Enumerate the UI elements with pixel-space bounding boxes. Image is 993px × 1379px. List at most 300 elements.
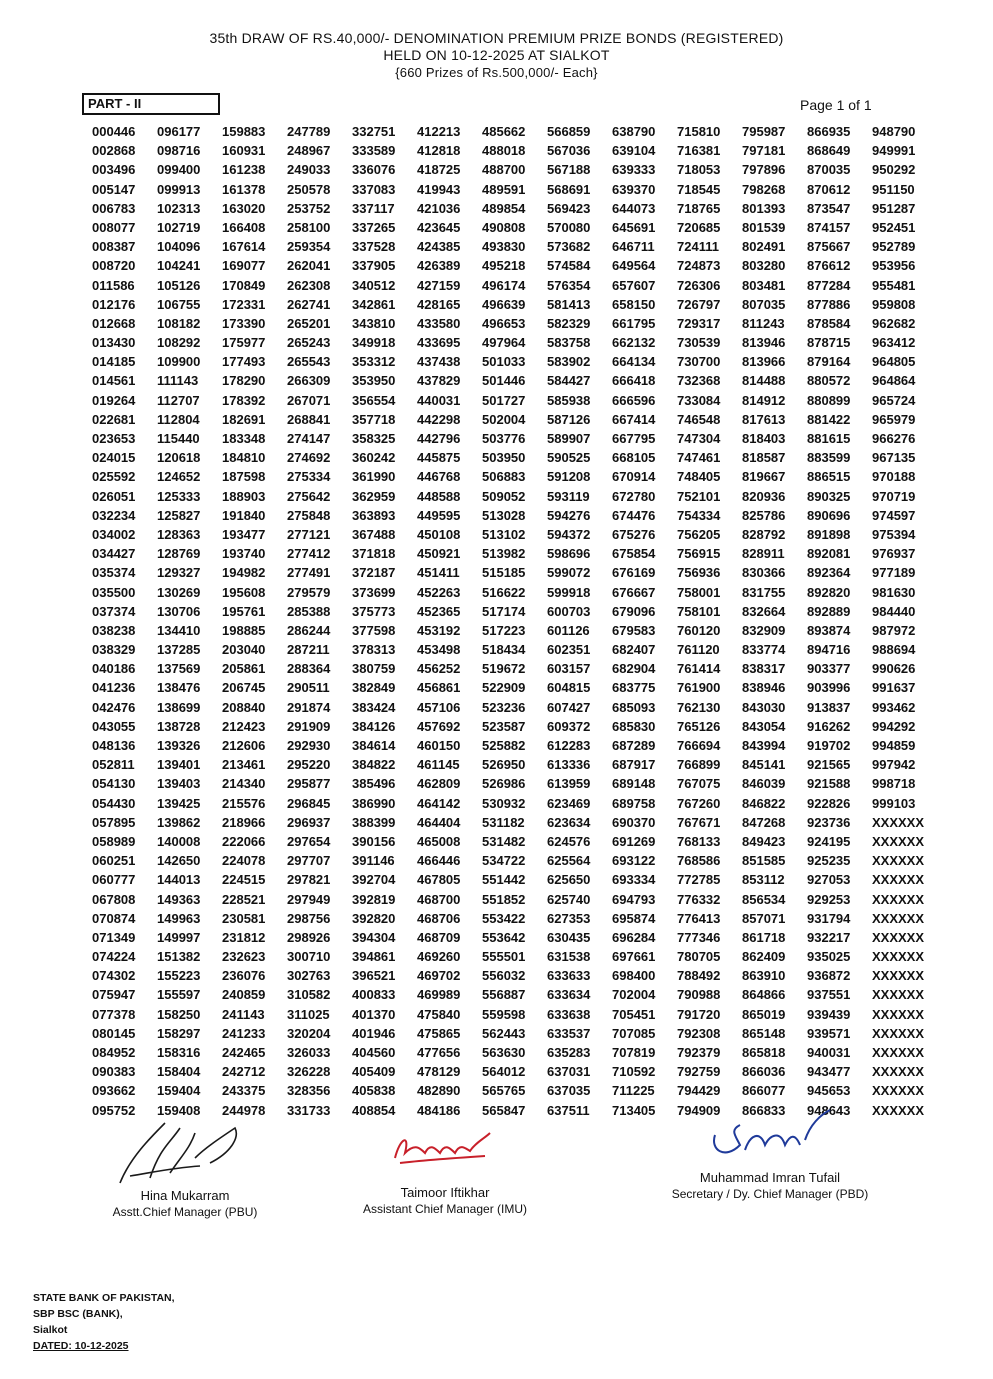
prize-number-cell: 831755 xyxy=(742,584,786,600)
prize-number-cell: 672780 xyxy=(612,488,656,504)
prize-number-cell: 394861 xyxy=(352,949,396,965)
prize-number-cell: 724873 xyxy=(677,258,721,274)
prize-number-cell: 034427 xyxy=(92,546,136,562)
prize-number-cell: 139425 xyxy=(157,795,201,811)
prize-number-cell: 624576 xyxy=(547,833,591,849)
prize-number-cell: 296845 xyxy=(287,795,331,811)
prize-number-cell: 286244 xyxy=(287,622,331,638)
prize-number-cell: 707085 xyxy=(612,1025,656,1041)
prize-number-cell: 298756 xyxy=(287,910,331,926)
prize-number-cell: XXXXXX xyxy=(872,814,925,830)
prize-number-cell: 268841 xyxy=(287,411,331,427)
prize-number-cell: 993462 xyxy=(872,699,916,715)
prize-number-cell: 464404 xyxy=(417,814,461,830)
prize-number-cell: 864866 xyxy=(742,987,786,1003)
prize-number-cell: 952789 xyxy=(872,239,916,255)
prize-number-cell: 792379 xyxy=(677,1045,721,1060)
prize-number-cell: 037374 xyxy=(92,603,136,619)
prize-number-cell: 478129 xyxy=(417,1064,461,1080)
prize-number-cell: 758101 xyxy=(677,603,721,619)
prize-number-cell: 845141 xyxy=(742,757,786,773)
prize-number-cell: 530932 xyxy=(482,795,526,811)
prize-number-cell: 881615 xyxy=(807,431,851,446)
prize-number-cell: 623634 xyxy=(547,814,591,830)
prize-number-cell: 008387 xyxy=(92,239,136,255)
prize-number-cell: 567188 xyxy=(547,162,591,178)
prize-number-cell: 337905 xyxy=(352,258,396,274)
prize-number-cell: 442796 xyxy=(417,431,461,446)
prize-number-cell: 385496 xyxy=(352,776,396,792)
prize-number-cell: 830366 xyxy=(742,565,786,581)
prize-number-cell: 598696 xyxy=(547,546,591,562)
prize-number-cell: 551852 xyxy=(482,891,526,907)
prize-number-cell: 457692 xyxy=(417,718,461,734)
prize-number-cell: 401370 xyxy=(352,1006,396,1022)
prize-number-cell: 213461 xyxy=(222,757,266,773)
prize-number-cell: 955481 xyxy=(872,277,916,293)
prize-number-cell: 645691 xyxy=(612,219,656,235)
prize-number-cell: 987972 xyxy=(872,622,916,638)
prize-number-cell: 437438 xyxy=(417,354,461,370)
prize-number-cell: 658150 xyxy=(612,296,656,312)
prize-number-cell: 892889 xyxy=(807,603,851,619)
prize-number-cell: XXXXXX xyxy=(872,1064,925,1080)
prize-number-cell: 130706 xyxy=(157,603,201,619)
prize-number-cell: 128363 xyxy=(157,526,201,542)
prize-number-cell: 468709 xyxy=(417,929,461,945)
prize-number-cell: 568691 xyxy=(547,181,591,197)
prize-number-cell: 556032 xyxy=(482,968,526,984)
prize-number-cell: 124652 xyxy=(157,469,201,485)
prize-number-cell: 857071 xyxy=(742,910,786,926)
prize-number-cell: 011586 xyxy=(92,277,135,293)
prize-number-cell: 349918 xyxy=(352,335,396,351)
prize-number-cell: 877284 xyxy=(807,277,851,293)
prize-number-cell: 412213 xyxy=(417,124,461,139)
prize-number-cell: 390156 xyxy=(352,833,396,849)
prize-number-cell: 866036 xyxy=(742,1064,786,1080)
prize-number-cell: 997942 xyxy=(872,757,916,773)
prize-number-cell: 675276 xyxy=(612,526,656,542)
prize-number-cell: XXXXXX xyxy=(872,1083,925,1099)
prize-number-cell: 949991 xyxy=(872,143,916,159)
prize-number-cell: 977189 xyxy=(872,565,916,581)
prize-number-cell: 513028 xyxy=(482,507,526,523)
prize-number-cell: 766694 xyxy=(677,738,721,753)
prize-number-cell: 843054 xyxy=(742,718,786,734)
prize-number-cell: 058989 xyxy=(92,833,136,849)
prize-number-cell: 241143 xyxy=(222,1006,265,1022)
prize-number-cell: 916262 xyxy=(807,718,851,734)
prize-number-cell: 879164 xyxy=(807,354,851,370)
prize-number-cell: 095752 xyxy=(92,1102,136,1118)
prize-number-cell: 080145 xyxy=(92,1025,136,1041)
prize-number-cell: 440031 xyxy=(417,392,461,408)
prize-number-cell: 343810 xyxy=(352,315,396,331)
prize-number-cell: 627353 xyxy=(547,910,591,926)
prize-number-cell: 485662 xyxy=(482,124,526,139)
prize-number-cell: 161378 xyxy=(222,181,266,197)
prize-number-cell: 556887 xyxy=(482,987,526,1003)
prize-number-cell: 962682 xyxy=(872,315,916,331)
prize-number-cell: 070874 xyxy=(92,910,136,926)
prize-number-cell: 412818 xyxy=(417,143,461,159)
prize-number-cell: 023653 xyxy=(92,431,136,446)
prize-number-cell: 096177 xyxy=(157,124,201,139)
prize-number-cell: 137569 xyxy=(157,661,201,677)
prize-number-cell: 807035 xyxy=(742,296,786,312)
signature-block-2 xyxy=(345,1118,545,1217)
prize-number-cell: 748405 xyxy=(677,469,721,485)
prize-number-cell: 054430 xyxy=(92,795,136,811)
prize-number-cell: 562443 xyxy=(482,1025,526,1041)
prize-number-cell: XXXXXX xyxy=(872,1025,925,1041)
prize-number-cell: 206745 xyxy=(222,680,266,696)
prize-number-cell: 400833 xyxy=(352,987,396,1003)
prize-number-cell: 042476 xyxy=(92,699,136,715)
prize-number-cell: 025592 xyxy=(92,469,136,485)
prize-number-cell: 975394 xyxy=(872,526,916,542)
prize-number-cell: 924195 xyxy=(807,833,851,849)
footer-dated: DATED: 10-12-2025 xyxy=(33,1340,129,1352)
prize-number-cell: 880899 xyxy=(807,392,851,408)
prize-number-cell: 937551 xyxy=(807,987,851,1003)
prize-number-cell: 999103 xyxy=(872,795,916,811)
prize-number-cell: 457106 xyxy=(417,699,461,715)
prize-number-cell: 630435 xyxy=(547,929,591,945)
prize-number-cell: 328356 xyxy=(287,1083,331,1099)
prize-number-cell: 988694 xyxy=(872,642,916,658)
prize-number-cell: 386990 xyxy=(352,795,396,811)
prize-number-cell: 291909 xyxy=(287,718,331,734)
prize-number-cell: 819667 xyxy=(742,469,786,485)
prize-number-cell: 456252 xyxy=(417,661,461,677)
prize-number-cell: 976937 xyxy=(872,546,916,562)
prize-number-cell: 768133 xyxy=(677,833,721,849)
prize-number-cell: 943477 xyxy=(807,1064,851,1080)
prize-number-cell: 951287 xyxy=(872,200,916,216)
prize-number-cell: 182691 xyxy=(222,411,266,427)
header-prizes: {660 Prizes of Rs.500,000/- Each} xyxy=(395,65,598,80)
prize-number-cell: 794909 xyxy=(677,1102,721,1118)
prize-number-cell: 939439 xyxy=(807,1006,851,1022)
prize-number-cell: 772785 xyxy=(677,872,721,888)
prize-number-cell: 685830 xyxy=(612,718,656,734)
prize-number-cell: 981630 xyxy=(872,584,916,600)
prize-number-cell: 105126 xyxy=(157,277,201,293)
prize-number-cell: 442298 xyxy=(417,411,461,427)
prize-number-cell: 833774 xyxy=(742,642,786,658)
prize-number-cell: 392704 xyxy=(352,872,396,888)
prize-number-cell: 936872 xyxy=(807,968,851,984)
prize-number-cell: 084952 xyxy=(92,1045,136,1060)
prize-number-cell: 035500 xyxy=(92,584,136,600)
prize-number-cell: 843030 xyxy=(742,699,786,715)
prize-number-cell: 496174 xyxy=(482,277,526,293)
prize-number-cell: 726306 xyxy=(677,277,721,293)
prize-number-cell: 248967 xyxy=(287,143,331,159)
prize-number-cell: 120618 xyxy=(157,450,201,466)
prize-number-cell: 377598 xyxy=(352,622,396,638)
prize-number-cell: 342861 xyxy=(352,296,396,312)
prize-number-cell: 134410 xyxy=(157,622,201,638)
prize-number-cell: 676667 xyxy=(612,584,656,600)
header-title: 35th DRAW OF RS.40,000/- DENOMINATION PREMIUM PRIZE BONDS (REGISTERED) xyxy=(209,30,784,46)
prize-number-cell: 391146 xyxy=(352,853,395,869)
prize-number-cell: XXXXXX xyxy=(872,833,925,849)
prize-number-cell: 594372 xyxy=(547,526,591,542)
prize-number-cell: 600703 xyxy=(547,603,591,619)
prize-number-cell: 792759 xyxy=(677,1064,721,1080)
prize-number-cell: 139403 xyxy=(157,776,201,792)
prize-number-cell: 175977 xyxy=(222,335,266,351)
prize-number-cell: 424385 xyxy=(417,239,461,255)
prize-number-cell: 244978 xyxy=(222,1102,266,1118)
prize-number-cell: 111143 xyxy=(157,373,199,389)
prize-number-cell: 215576 xyxy=(222,795,266,811)
prize-number-cell: 241233 xyxy=(222,1025,266,1041)
prize-number-cell: 501727 xyxy=(482,392,526,408)
prize-number-cell: 513102 xyxy=(482,526,526,542)
prize-number-cell: 392820 xyxy=(352,910,396,926)
prize-number-cell: 637031 xyxy=(547,1064,591,1080)
prize-number-cell: 984440 xyxy=(872,603,916,619)
prize-number-cell: 139326 xyxy=(157,738,201,753)
prize-number-cell: 195761 xyxy=(222,603,266,619)
prize-number-cell: 761900 xyxy=(677,680,721,696)
prize-number-cell: 633634 xyxy=(547,987,591,1003)
prize-number-cell: 851585 xyxy=(742,853,786,869)
prize-number-cell: 242465 xyxy=(222,1045,266,1060)
signatory-title-1: Asstt.Chief Manager (PBU) xyxy=(112,1205,258,1219)
prize-number-cell: 613959 xyxy=(547,776,591,792)
prize-number-cell: 525882 xyxy=(482,738,526,753)
prize-number-cell: 797181 xyxy=(742,143,786,159)
prize-number-cell: 945653 xyxy=(807,1083,851,1099)
prize-number-cell: 277491 xyxy=(287,565,331,581)
prize-number-cell: 875667 xyxy=(807,239,851,255)
prize-number-cell: 356554 xyxy=(352,392,396,408)
prize-number-cell: 534722 xyxy=(482,853,526,869)
prize-number-cell: 297821 xyxy=(287,872,331,888)
prize-number-cell: 565765 xyxy=(482,1083,526,1099)
prize-number-cell: 891898 xyxy=(807,526,851,542)
prize-number-cell: 445875 xyxy=(417,450,461,466)
prize-number-cell: 129327 xyxy=(157,565,201,581)
prize-number-cell: 767671 xyxy=(677,814,721,830)
handwritten-signature-2 xyxy=(375,1118,515,1173)
prize-number-cell: 953956 xyxy=(872,258,916,274)
prize-number-cell: 687289 xyxy=(612,738,656,753)
prize-number-cell: 583902 xyxy=(547,354,591,370)
prize-number-cell: 903996 xyxy=(807,680,851,696)
prize-number-cell: 874157 xyxy=(807,219,851,235)
prize-number-cell: 563630 xyxy=(482,1045,526,1060)
prize-number-cell: 581413 xyxy=(547,296,591,312)
prize-number-cell: 008720 xyxy=(92,258,136,274)
prize-number-cell: 729317 xyxy=(677,315,721,331)
prize-number-cell: 326228 xyxy=(287,1064,331,1080)
prize-number-cell: 893874 xyxy=(807,622,851,638)
prize-number-cell: 222066 xyxy=(222,833,266,849)
prize-number-cell: 832909 xyxy=(742,622,786,638)
prize-number-cell: 208840 xyxy=(222,699,266,715)
prize-number-cell: 919702 xyxy=(807,738,851,753)
prize-number-cell: 506883 xyxy=(482,469,526,485)
prize-number-cell: 373699 xyxy=(352,584,396,600)
prize-number-cell: 631538 xyxy=(547,949,591,965)
prize-number-cell: 965979 xyxy=(872,411,916,427)
prize-number-cell: 863910 xyxy=(742,968,786,984)
prize-number-cell: XXXXXX xyxy=(872,929,925,945)
prize-number-cell: 711225 xyxy=(612,1083,655,1099)
handwritten-signature-1 xyxy=(110,1118,260,1188)
prize-number-cell: 646711 xyxy=(612,239,655,255)
signature-block-3 xyxy=(655,1105,885,1202)
prize-number-cell: 203040 xyxy=(222,642,266,658)
prize-number-cell: 705451 xyxy=(612,1006,656,1022)
prize-number-cell: 990626 xyxy=(872,661,916,677)
prize-number-cell: 523236 xyxy=(482,699,526,715)
prize-number-cell: 137285 xyxy=(157,642,201,658)
prize-number-cell: 724111 xyxy=(677,239,719,255)
prize-number-cell: 866935 xyxy=(807,124,851,139)
signatory-name-1: Hina Mukarram xyxy=(140,1188,230,1203)
prize-number-cell: 008077 xyxy=(92,219,136,235)
prize-number-cell: 302763 xyxy=(287,968,331,984)
prize-number-cell: 765126 xyxy=(677,718,721,734)
prize-number-cell: 195608 xyxy=(222,584,266,600)
prize-number-cell: 421036 xyxy=(417,200,461,216)
prize-number-cell: 005147 xyxy=(92,181,136,197)
prize-number-cell: 000446 xyxy=(92,124,136,139)
prize-number-cell: 501033 xyxy=(482,354,526,370)
prize-number-cell: 625740 xyxy=(547,891,591,907)
prize-number-cell: 138699 xyxy=(157,699,201,715)
prize-number-cell: 090383 xyxy=(92,1064,136,1080)
prize-number-cell: 392819 xyxy=(352,891,396,907)
prize-number-cell: 212606 xyxy=(222,738,266,753)
prize-number-cell: XXXXXX xyxy=(872,853,925,869)
prize-number-cell: 452365 xyxy=(417,603,461,619)
prize-number-cell: 838946 xyxy=(742,680,786,696)
prize-number-cell: 746548 xyxy=(677,411,721,427)
prize-number-cell: 266309 xyxy=(287,373,331,389)
prize-number-cell: 965724 xyxy=(872,392,916,408)
prize-number-cell: 104241 xyxy=(157,258,201,274)
prize-number-cell: 139862 xyxy=(157,814,201,830)
prize-number-cell: 265243 xyxy=(287,335,331,351)
prize-number-cell: 075947 xyxy=(92,987,136,1003)
signatory-title-3: Secretary / Dy. Chief Manager (PBD) xyxy=(671,1187,869,1201)
prize-number-cell: 564012 xyxy=(482,1064,526,1080)
prize-number-cell: 034002 xyxy=(92,526,136,542)
signature-block-1 xyxy=(80,1118,290,1220)
prize-number-cell: 801393 xyxy=(742,200,786,216)
prize-number-cell: 453192 xyxy=(417,622,461,638)
prize-number-cell: 726797 xyxy=(677,296,721,312)
prize-number-cell: 139401 xyxy=(157,757,201,773)
prize-number-cell: 667414 xyxy=(612,411,656,427)
prize-number-cell: 890325 xyxy=(807,488,851,504)
prize-number-cell: 959808 xyxy=(872,296,916,312)
prize-number-cell: 866077 xyxy=(742,1083,786,1099)
prize-number-cell: 794429 xyxy=(677,1083,721,1099)
prize-number-cell: 813946 xyxy=(742,335,786,351)
prize-number-cell: 509052 xyxy=(482,488,526,504)
prize-number-cell: 531182 xyxy=(482,814,525,830)
prize-number-cell: 158316 xyxy=(157,1045,201,1060)
prize-number-cell: 161238 xyxy=(222,162,266,178)
prize-number-cell: XXXXXX xyxy=(872,872,925,888)
prize-number-cell: 707819 xyxy=(612,1045,656,1060)
prize-number-cell: 811243 xyxy=(742,315,785,331)
prize-number-cell: 228521 xyxy=(222,891,266,907)
prize-number-cell: 635283 xyxy=(547,1045,591,1060)
page-number: Page 1 of 1 xyxy=(800,97,872,113)
prize-number-cell: 006783 xyxy=(92,200,136,216)
prize-number-cell: 502004 xyxy=(482,411,526,427)
prize-number-cell: 433580 xyxy=(417,315,461,331)
prize-number-cell: 158250 xyxy=(157,1006,201,1022)
prize-number-cell: 551442 xyxy=(482,872,526,888)
prize-number-cell: 718053 xyxy=(677,162,721,178)
prize-number-cell: 108292 xyxy=(157,335,201,351)
prize-number-cell: 817613 xyxy=(742,411,786,427)
prize-number-cell: 277412 xyxy=(287,546,331,562)
prize-number-cell: 337528 xyxy=(352,239,396,255)
prize-number-cell: 565847 xyxy=(482,1102,526,1118)
prize-number-cell: 026051 xyxy=(92,488,136,504)
prize-number-cell: 762130 xyxy=(677,699,721,715)
prize-number-cell: 607427 xyxy=(547,699,591,715)
prize-number-cell: 332751 xyxy=(352,124,396,139)
prize-number-cell: 691269 xyxy=(612,833,656,849)
prize-number-cell: 292930 xyxy=(287,738,331,753)
prize-number-cell: 682904 xyxy=(612,661,656,677)
prize-number-cell: 140008 xyxy=(157,833,201,849)
prize-number-cell: 662132 xyxy=(612,335,656,351)
prize-number-cell: 667795 xyxy=(612,431,656,446)
prize-number-cell: 250578 xyxy=(287,181,331,197)
prize-number-cell: 277121 xyxy=(287,526,331,542)
prize-number-cell: 326033 xyxy=(287,1045,331,1060)
prize-number-cell: 279579 xyxy=(287,584,331,600)
prize-number-cell: 274692 xyxy=(287,450,331,466)
prize-number-cell: 043055 xyxy=(92,718,136,734)
prize-number-cell: 847268 xyxy=(742,814,786,830)
prize-number-cell: 099400 xyxy=(157,162,201,178)
prize-number-cell: 555501 xyxy=(482,949,526,965)
prize-number-cell: 249033 xyxy=(287,162,331,178)
prize-number-cell: 856534 xyxy=(742,891,786,907)
prize-number-cell: 383424 xyxy=(352,699,396,715)
prize-number-cell: 262741 xyxy=(287,296,331,312)
prize-number-cell: 151382 xyxy=(157,949,201,965)
prize-number-cell: 320204 xyxy=(287,1025,331,1041)
prize-number-cell: 633633 xyxy=(547,968,591,984)
prize-number-cell: 035374 xyxy=(92,565,136,581)
prize-number-cell: 526950 xyxy=(482,757,526,773)
prize-number-cell: 296937 xyxy=(287,814,331,830)
prize-number-cell: 290511 xyxy=(287,680,330,696)
prize-number-cell: 567036 xyxy=(547,143,591,159)
prize-number-cell: 003496 xyxy=(92,162,136,178)
prize-number-cell: 516622 xyxy=(482,584,526,600)
prize-number-cell: 149997 xyxy=(157,929,201,945)
prize-number-cell: 194982 xyxy=(222,565,266,581)
prize-number-cell: 191840 xyxy=(222,507,266,523)
